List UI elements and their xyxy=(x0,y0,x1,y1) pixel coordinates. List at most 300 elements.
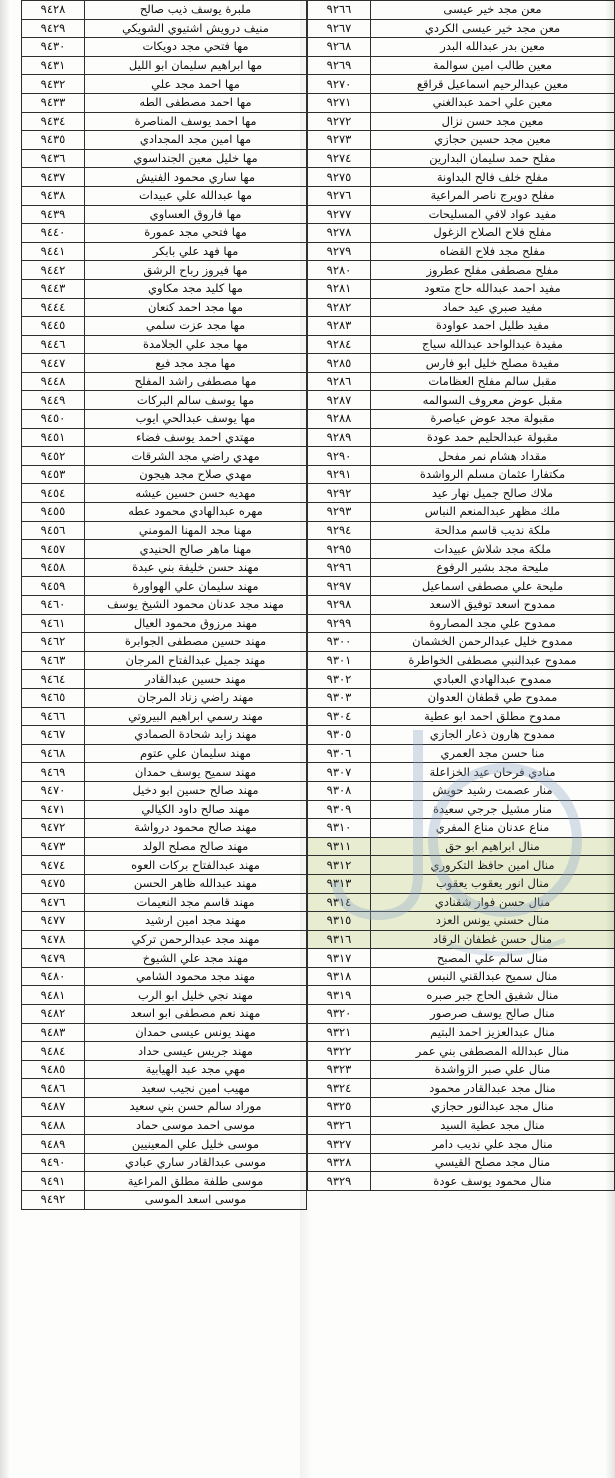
table-row xyxy=(308,521,615,540)
sequence-number-cell: ٩٤٦٣ xyxy=(22,651,85,670)
sequence-number-cell: ٩٤٧٢ xyxy=(22,819,85,838)
sequence-number-cell: ٩٤٨٨ xyxy=(22,1116,85,1135)
page-gutter-cell xyxy=(1,558,22,577)
table-row xyxy=(308,354,615,373)
page-gutter-cell xyxy=(1,56,22,75)
sequence-number-cell: ٩٣١١ xyxy=(308,837,371,856)
table-row xyxy=(308,149,615,168)
person-name-cell: مهند سميح يوسف حمدان xyxy=(85,763,307,782)
person-name-cell: مهند صالح محمود درواشة xyxy=(85,819,307,838)
person-name-cell: مفيدة عبدالواحد عبدالله سياج xyxy=(371,335,615,354)
table-row xyxy=(1,744,307,763)
person-name-cell: منيف درويش اشتيوي الشويكي xyxy=(85,19,307,38)
person-name-cell: مفلح حمد سليمان البدارين xyxy=(371,149,615,168)
table-row xyxy=(308,131,615,150)
page-gutter-cell xyxy=(1,651,22,670)
sequence-number-cell: ٩٤٥٦ xyxy=(22,521,85,540)
table-row xyxy=(308,317,615,336)
page-gutter-cell xyxy=(1,298,22,317)
person-name-cell: ملبرة يوسف ذيب صالح xyxy=(85,1,307,20)
sequence-number-cell: ٩٤٨٤ xyxy=(22,1042,85,1061)
sequence-number-cell: ٩٤٧٩ xyxy=(22,949,85,968)
sequence-number-cell: ٩٤٧٥ xyxy=(22,874,85,893)
sequence-number-cell: ٩٢٨٤ xyxy=(308,335,371,354)
person-name-cell: منال عبدالعزيز احمد البتيم xyxy=(371,1023,615,1042)
page-gutter-cell xyxy=(1,596,22,615)
person-name-cell: معين مجد حسن نزال xyxy=(371,112,615,131)
sequence-number-cell: ٩٤٥٤ xyxy=(22,484,85,503)
sequence-number-cell: ٩٣١٣ xyxy=(308,874,371,893)
page-gutter-cell xyxy=(1,1098,22,1117)
page-gutter-cell xyxy=(1,1023,22,1042)
table-row xyxy=(1,837,307,856)
table-row xyxy=(1,912,307,931)
person-name-cell: موسى احمد موسى حماد xyxy=(85,1116,307,1135)
page-gutter-cell xyxy=(1,707,22,726)
page-gutter-cell xyxy=(1,279,22,298)
page-gutter-cell xyxy=(1,967,22,986)
sequence-number-cell: ٩٤٤٧ xyxy=(22,354,85,373)
sequence-number-cell: ٩٣٢٧ xyxy=(308,1135,371,1154)
person-name-cell: مهند راضي زناد المرجان xyxy=(85,688,307,707)
person-name-cell: مها يوسف سالم البركات xyxy=(85,391,307,410)
person-name-cell: مقبل عوض معروف السوالمه xyxy=(371,391,615,410)
table-row xyxy=(308,242,615,261)
sequence-number-cell: ٩٤٨١ xyxy=(22,986,85,1005)
table-row xyxy=(1,391,307,410)
sequence-number-cell: ٩٤٦٠ xyxy=(22,596,85,615)
page-gutter-cell xyxy=(1,949,22,968)
person-name-cell: موسى عبدالقادر ساري عبادي xyxy=(85,1153,307,1172)
person-name-cell: مفيد احمد عبدالله حاج متعود xyxy=(371,279,615,298)
page-gutter-cell xyxy=(1,1191,22,1210)
table-row xyxy=(1,688,307,707)
sequence-number-cell: ٩٢٨٨ xyxy=(308,410,371,429)
table-row xyxy=(1,1023,307,1042)
person-name-cell: منال مجد علي نديب دامر xyxy=(371,1135,615,1154)
page-gutter-cell xyxy=(1,1153,22,1172)
page-gutter-cell xyxy=(1,744,22,763)
sequence-number-cell: ٩٤٢٩ xyxy=(22,19,85,38)
table-row xyxy=(1,1116,307,1135)
person-name-cell: مهي مجد عبد الهيابية xyxy=(85,1060,307,1079)
table-row xyxy=(1,335,307,354)
sequence-number-cell: ٩٣١٢ xyxy=(308,856,371,875)
page-gutter-cell xyxy=(1,317,22,336)
person-name-cell: مهند حسن خليفة بني عبدة xyxy=(85,558,307,577)
person-name-cell: مها مجد عزت سلمي xyxy=(85,317,307,336)
page-gutter-cell xyxy=(1,168,22,187)
sequence-number-cell: ٩٤٣٥ xyxy=(22,131,85,150)
sequence-number-cell: ٩٤٦٨ xyxy=(22,744,85,763)
person-name-cell: مهدي صلاح مجد هيجون xyxy=(85,465,307,484)
table-row xyxy=(1,1172,307,1191)
person-name-cell: مهند سليمان علي الهواورة xyxy=(85,577,307,596)
page-gutter-cell xyxy=(1,465,22,484)
table-row xyxy=(1,298,307,317)
sequence-number-cell: ٩٤٥٣ xyxy=(22,465,85,484)
person-name-cell: موراد سالم حسن بني سعيد xyxy=(85,1098,307,1117)
page-gutter-cell xyxy=(1,912,22,931)
person-name-cell: معين عبدالرحيم اسماعيل قراقع xyxy=(371,75,615,94)
person-name-cell: مهنا ماهر صالح الحنيدي xyxy=(85,540,307,559)
table-row xyxy=(1,242,307,261)
sequence-number-cell: ٩٤٩٠ xyxy=(22,1153,85,1172)
table-row xyxy=(308,1023,615,1042)
page-gutter-cell xyxy=(1,391,22,410)
person-name-cell: منار عصمت رشيد حويش xyxy=(371,781,615,800)
person-name-cell: مفيد عواد لافي المسليحات xyxy=(371,205,615,224)
person-name-cell: مهيب امين نجيب سعيد xyxy=(85,1079,307,1098)
table-row xyxy=(1,261,307,280)
person-name-cell: مليحة علي مصطفى اسماعيل xyxy=(371,577,615,596)
person-name-cell: منال ابراهيم ابو حق xyxy=(371,837,615,856)
sequence-number-cell: ٩٣٢٦ xyxy=(308,1116,371,1135)
person-name-cell: منال سميح عبدالقني النبس xyxy=(371,967,615,986)
person-name-cell: مها ابراهيم سليمان ابو الليل xyxy=(85,56,307,75)
person-name-cell: مها فيروز رباح الرشق xyxy=(85,261,307,280)
person-name-cell: موسى طلفة مطلق المراعية xyxy=(85,1172,307,1191)
sequence-number-cell: ٩٢٧٢ xyxy=(308,112,371,131)
table-row xyxy=(308,1079,615,1098)
table-row xyxy=(1,503,307,522)
table-row xyxy=(308,819,615,838)
sequence-number-cell: ٩٢٧٥ xyxy=(308,168,371,187)
table-row xyxy=(1,1098,307,1117)
person-name-cell: معين علي احمد عبدالغني xyxy=(371,93,615,112)
sequence-number-cell: ٩٣٢٤ xyxy=(308,1079,371,1098)
table-row xyxy=(308,540,615,559)
table-row xyxy=(1,521,307,540)
sequence-number-cell: ٩٤٥٩ xyxy=(22,577,85,596)
person-name-cell: منال صالح يوسف صرصور xyxy=(371,1005,615,1024)
sequence-number-cell: ٩٤٦٦ xyxy=(22,707,85,726)
sequence-number-cell: ٩٢٦٩ xyxy=(308,56,371,75)
table-row xyxy=(1,967,307,986)
sequence-number-cell: ٩٣١٦ xyxy=(308,930,371,949)
table-row xyxy=(308,614,615,633)
person-name-cell: مها فتحي مجد عمورة xyxy=(85,224,307,243)
page-gutter-cell xyxy=(1,856,22,875)
sequence-number-cell: ٩٢٧٠ xyxy=(308,75,371,94)
sequence-number-cell: ٩٤٥٠ xyxy=(22,410,85,429)
person-name-cell: ممدوح هارون ذعار الجازي xyxy=(371,726,615,745)
table-row xyxy=(1,596,307,615)
sequence-number-cell: ٩٤٦٤ xyxy=(22,670,85,689)
table-row xyxy=(1,577,307,596)
sequence-number-cell: ٩٤٧٧ xyxy=(22,912,85,931)
sequence-number-cell: ٩٤٨٩ xyxy=(22,1135,85,1154)
person-name-cell: مفلح مصطفى مفلح عطروز xyxy=(371,261,615,280)
person-name-cell: منال انور يعقوب يعقوب xyxy=(371,874,615,893)
table-row xyxy=(308,651,615,670)
page-gutter-cell xyxy=(1,688,22,707)
sequence-number-cell: ٩٣٠٦ xyxy=(308,744,371,763)
person-name-cell: مها امين مجد المجدادي xyxy=(85,131,307,150)
table-row xyxy=(1,112,307,131)
table-row xyxy=(308,503,615,522)
table-row xyxy=(1,893,307,912)
sequence-number-cell: ٩٤٤٠ xyxy=(22,224,85,243)
person-name-cell: معين بدر عبدالله البدر xyxy=(371,38,615,57)
sequence-number-cell: ٩٢٩٢ xyxy=(308,484,371,503)
sequence-number-cell: ٩٣٢٠ xyxy=(308,1005,371,1024)
page-gutter-cell xyxy=(1,781,22,800)
table-row xyxy=(308,596,615,615)
sequence-number-cell: ٩٤٧١ xyxy=(22,800,85,819)
table-row xyxy=(308,19,615,38)
page-gutter-cell xyxy=(1,1172,22,1191)
person-name-cell: مهند جريس عيسى حداد xyxy=(85,1042,307,1061)
table-row xyxy=(1,447,307,466)
sequence-number-cell: ٩٢٦٧ xyxy=(308,19,371,38)
person-name-cell: ممدوح اسعد توفيق الاسعد xyxy=(371,596,615,615)
person-name-cell: مفلح فلاح الصلاح الزغول xyxy=(371,224,615,243)
sequence-number-cell: ٩٢٩٤ xyxy=(308,521,371,540)
page-gutter-cell xyxy=(1,75,22,94)
sequence-number-cell: ٩٤٧٨ xyxy=(22,930,85,949)
person-name-cell: منال حسن غطفان الرقاد xyxy=(371,930,615,949)
sequence-number-cell: ٩٤٦٥ xyxy=(22,688,85,707)
sequence-number-cell: ٩٣٠٣ xyxy=(308,688,371,707)
person-name-cell: مها مصطفى راشد المفلح xyxy=(85,372,307,391)
sequence-number-cell: ٩٤٧٤ xyxy=(22,856,85,875)
person-name-cell: مهند مجد امين ارشيد xyxy=(85,912,307,931)
table-row xyxy=(1,986,307,1005)
left-names-table xyxy=(0,0,307,1210)
sequence-number-cell: ٩٣٠٤ xyxy=(308,707,371,726)
person-name-cell: مقبولة عبدالحليم حمد عودة xyxy=(371,428,615,447)
table-row xyxy=(308,1135,615,1154)
page-gutter-cell xyxy=(1,503,22,522)
table-row xyxy=(308,893,615,912)
page-gutter-cell xyxy=(1,837,22,856)
sequence-number-cell: ٩٤٨٢ xyxy=(22,1005,85,1024)
person-name-cell: مها فهد علي بابكر xyxy=(85,242,307,261)
table-row xyxy=(308,763,615,782)
person-name-cell: مهند حسين مصطفى الجوابرة xyxy=(85,633,307,652)
table-row xyxy=(308,912,615,931)
table-row xyxy=(308,261,615,280)
person-name-cell: ممدوح مطلق احمد ابو عطية xyxy=(371,707,615,726)
table-row xyxy=(308,93,615,112)
table-row xyxy=(308,224,615,243)
table-row xyxy=(308,75,615,94)
sequence-number-cell: ٩٤٨٦ xyxy=(22,1079,85,1098)
table-row xyxy=(308,372,615,391)
page-gutter-cell xyxy=(1,726,22,745)
person-name-cell: مكتفارا عثمان مسلم الرواشدة xyxy=(371,465,615,484)
table-row xyxy=(308,930,615,949)
sequence-number-cell: ٩٣٠٥ xyxy=(308,726,371,745)
table-row xyxy=(1,372,307,391)
table-row xyxy=(1,484,307,503)
person-name-cell: مها كليد مجد مكاوي xyxy=(85,279,307,298)
person-name-cell: منال مجد عطية السيد xyxy=(371,1116,615,1135)
person-name-cell: مهتدي احمد يوسف فضاء xyxy=(85,428,307,447)
table-row xyxy=(1,354,307,373)
page-gutter-cell xyxy=(1,447,22,466)
sequence-number-cell: ٩٢٧٨ xyxy=(308,224,371,243)
sequence-number-cell: ٩٣١٤ xyxy=(308,893,371,912)
sequence-number-cell: ٩٢٨٧ xyxy=(308,391,371,410)
table-row xyxy=(308,967,615,986)
table-row xyxy=(308,112,615,131)
table-row xyxy=(1,465,307,484)
sequence-number-cell: ٩٤٢٨ xyxy=(22,1,85,20)
person-name-cell: منال امين حافظ التكروري xyxy=(371,856,615,875)
right-names-table xyxy=(307,0,615,1191)
table-row xyxy=(308,986,615,1005)
person-name-cell: منال حسني يونس العزد xyxy=(371,912,615,931)
person-name-cell: ملكة نديب قاسم مدالحة xyxy=(371,521,615,540)
table-row xyxy=(308,186,615,205)
sequence-number-cell: ٩٤٥١ xyxy=(22,428,85,447)
table-row xyxy=(1,874,307,893)
sequence-number-cell: ٩٣٠٢ xyxy=(308,670,371,689)
person-name-cell: موسى اسعد الموسى xyxy=(85,1191,307,1210)
sequence-number-cell: ٩٣٢٨ xyxy=(308,1153,371,1172)
sequence-number-cell: ٩٣٢٣ xyxy=(308,1060,371,1079)
table-row xyxy=(1,633,307,652)
table-row xyxy=(1,1060,307,1079)
table-row xyxy=(308,874,615,893)
person-name-cell: مهند مجد محمود الشامي xyxy=(85,967,307,986)
person-name-cell: مها ساري محمود الفنيش xyxy=(85,168,307,187)
table-row xyxy=(1,428,307,447)
sequence-number-cell: ٩٢٩٨ xyxy=(308,596,371,615)
person-name-cell: مهند مجد عبدالرحمن تركي xyxy=(85,930,307,949)
sequence-number-cell: ٩٤٤٣ xyxy=(22,279,85,298)
person-name-cell: مليحة مجد بشير الرفوع xyxy=(371,558,615,577)
sequence-number-cell: ٩٢٨٥ xyxy=(308,354,371,373)
page-gutter-cell xyxy=(1,410,22,429)
table-row xyxy=(1,856,307,875)
person-name-cell: مهدي راضي مجد الشرقات xyxy=(85,447,307,466)
sequence-number-cell: ٩٤٤٦ xyxy=(22,335,85,354)
person-name-cell: منال مجد عبدالقادر محمود xyxy=(371,1079,615,1098)
person-name-cell: مهند سليمان علي عتوم xyxy=(85,744,307,763)
table-row xyxy=(308,1172,615,1191)
table-row xyxy=(1,651,307,670)
sequence-number-cell: ٩٣١٠ xyxy=(308,819,371,838)
page-gutter-cell xyxy=(1,484,22,503)
sequence-number-cell: ٩٤٣١ xyxy=(22,56,85,75)
table-row xyxy=(308,335,615,354)
person-name-cell: منال حسن فواز شقنادي xyxy=(371,893,615,912)
person-name-cell: مهند نعم مصطفى ابو اسعد xyxy=(85,1005,307,1024)
person-name-cell: معن مجد خير عيسى الكردي xyxy=(371,19,615,38)
page-gutter-cell xyxy=(1,577,22,596)
table-row xyxy=(1,317,307,336)
person-name-cell: منال شفيق الحاج جبر صبره xyxy=(371,986,615,1005)
table-row xyxy=(308,298,615,317)
person-name-cell: مهند عبدالله ظاهر الحسن xyxy=(85,874,307,893)
person-name-cell: مها احمد يوسف المناصرة xyxy=(85,112,307,131)
table-row xyxy=(1,1079,307,1098)
person-name-cell: مهند يونس عيسى حمدان xyxy=(85,1023,307,1042)
page-gutter-cell xyxy=(1,893,22,912)
person-name-cell: مقبولة مجد عوض عياصرة xyxy=(371,410,615,429)
person-name-cell: مقداد هشام نمر مفحل xyxy=(371,447,615,466)
sequence-number-cell: ٩٢٩١ xyxy=(308,465,371,484)
table-row xyxy=(1,75,307,94)
sequence-number-cell: ٩٣٠١ xyxy=(308,651,371,670)
sequence-number-cell: ٩٤٤٨ xyxy=(22,372,85,391)
sequence-number-cell: ٩٢٧٦ xyxy=(308,186,371,205)
sequence-number-cell: ٩٢٩٧ xyxy=(308,577,371,596)
person-name-cell: مهديه حسن حسين عيشه xyxy=(85,484,307,503)
page-gutter-cell xyxy=(1,242,22,261)
person-name-cell: مهند جميل عبدالفتاح المرجان xyxy=(85,651,307,670)
table-row xyxy=(1,670,307,689)
page-gutter-cell xyxy=(1,1,22,20)
person-name-cell: مقبل سالم مفلح العظامات xyxy=(371,372,615,391)
table-row xyxy=(308,484,615,503)
table-row xyxy=(308,837,615,856)
table-row xyxy=(1,19,307,38)
person-name-cell: منا حسن مجد العمري xyxy=(371,744,615,763)
sequence-number-cell: ٩٤٣٨ xyxy=(22,186,85,205)
person-name-cell: مهند مجد علي الشيوخ xyxy=(85,949,307,968)
sequence-number-cell: ٩٤٥٨ xyxy=(22,558,85,577)
sequence-number-cell: ٩٢٨٠ xyxy=(308,261,371,280)
sequence-number-cell: ٩٣٠٠ xyxy=(308,633,371,652)
table-row xyxy=(308,707,615,726)
page-gutter-cell xyxy=(1,540,22,559)
sequence-number-cell: ٩٢٧٩ xyxy=(308,242,371,261)
person-name-cell: مها فاروق العساوي xyxy=(85,205,307,224)
page-gutter-cell xyxy=(1,819,22,838)
sequence-number-cell: ٩٢٩٠ xyxy=(308,447,371,466)
page-gutter-cell xyxy=(1,1005,22,1024)
table-row xyxy=(1,410,307,429)
right-names-column xyxy=(307,0,615,1478)
table-row xyxy=(1,1,307,20)
sequence-number-cell: ٩٣١٧ xyxy=(308,949,371,968)
table-row xyxy=(308,1060,615,1079)
sequence-number-cell: ٩٢٩٥ xyxy=(308,540,371,559)
person-name-cell: موسى خليل علي المعينيين xyxy=(85,1135,307,1154)
sequence-number-cell: ٩٢٨٩ xyxy=(308,428,371,447)
table-row xyxy=(1,1005,307,1024)
table-row xyxy=(308,726,615,745)
table-row xyxy=(308,744,615,763)
table-row xyxy=(1,186,307,205)
person-name-cell: معن مجد خير عيسى xyxy=(371,1,615,20)
person-name-cell: ممدوح عبدالهادي العبادي xyxy=(371,670,615,689)
person-name-cell: مفيد صبري عيد حماد xyxy=(371,298,615,317)
sequence-number-cell: ٩٤٤٤ xyxy=(22,298,85,317)
page-gutter-cell xyxy=(1,205,22,224)
table-row xyxy=(1,168,307,187)
table-row xyxy=(308,633,615,652)
page-gutter-cell xyxy=(1,354,22,373)
person-name-cell: مهند مرزوق محمود العيال xyxy=(85,614,307,633)
page-gutter-cell xyxy=(1,19,22,38)
sequence-number-cell: ٩٤٣٠ xyxy=(22,38,85,57)
page-gutter-cell xyxy=(1,372,22,391)
table-row xyxy=(1,1135,307,1154)
person-name-cell: منال محمود يوسف عودة xyxy=(371,1172,615,1191)
sequence-number-cell: ٩٢٧٧ xyxy=(308,205,371,224)
table-row xyxy=(1,726,307,745)
table-row xyxy=(308,1116,615,1135)
sequence-number-cell: ٩٤٧٣ xyxy=(22,837,85,856)
table-row xyxy=(308,1005,615,1024)
person-name-cell: منال مجد عبدالنور حجازي xyxy=(371,1098,615,1117)
page-gutter-cell xyxy=(1,874,22,893)
